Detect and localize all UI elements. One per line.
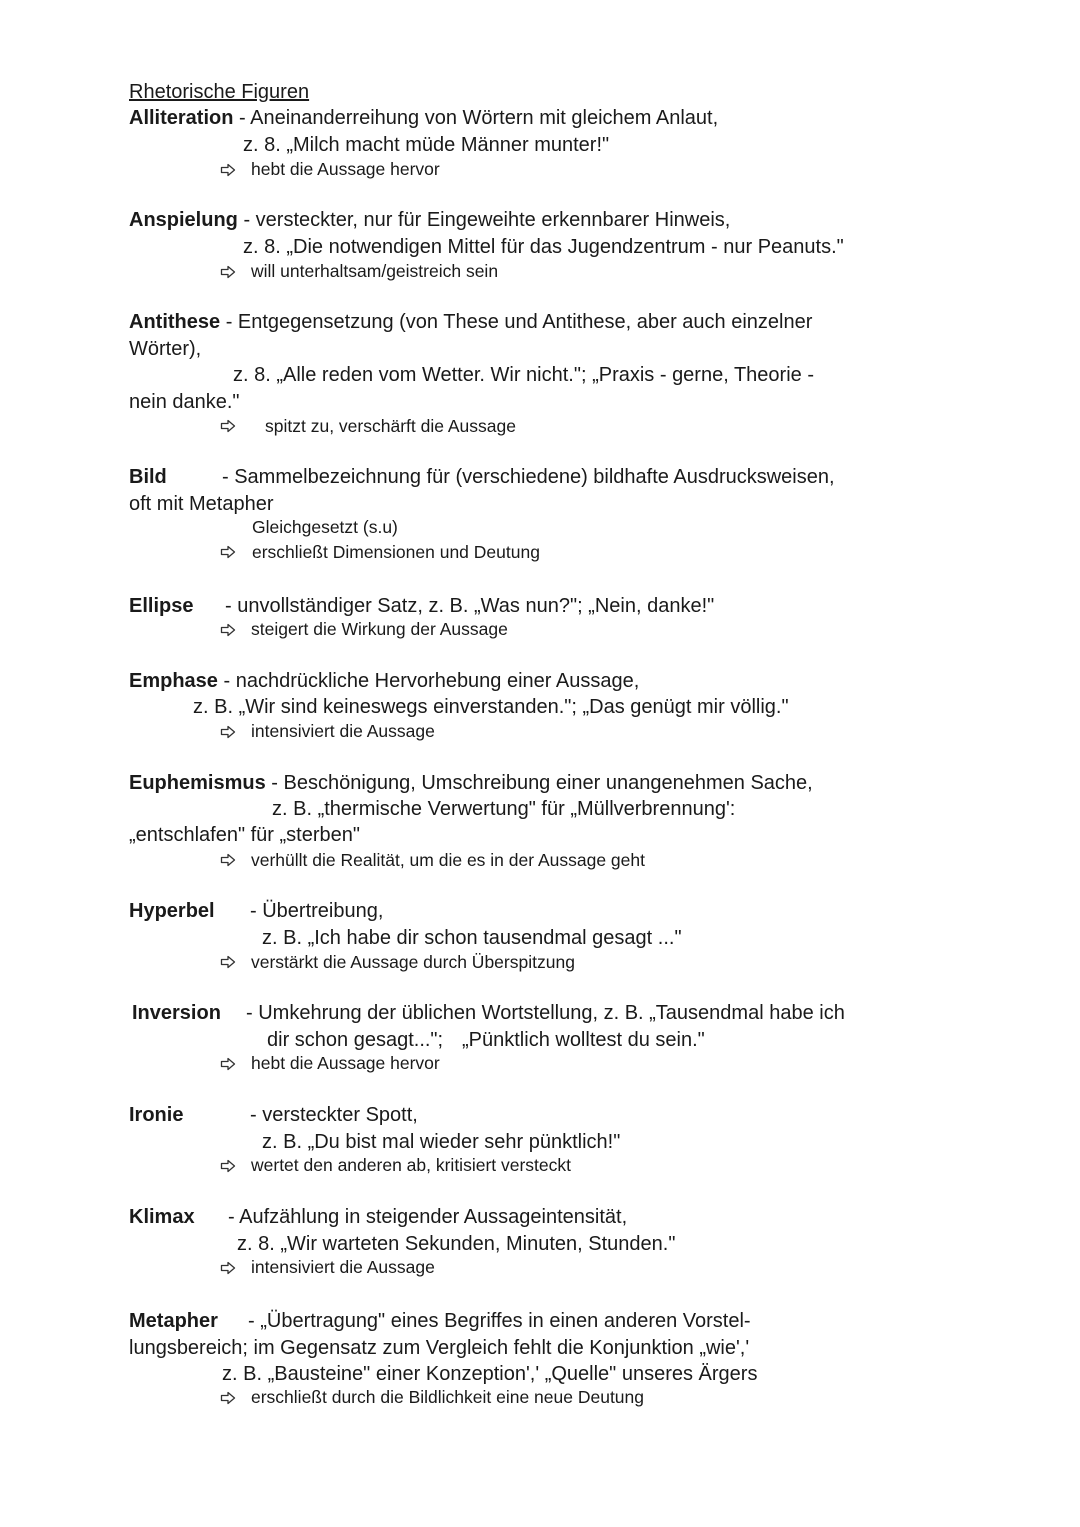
example: z. B. „Bausteine" einer Konzeption',' „Quelle" unseres Ärgers	[222, 1363, 758, 1385]
definition: - Übertreibung,	[250, 900, 384, 922]
example: z. 8. „Milch macht müde Männer munter!"	[243, 134, 610, 156]
arrow-right-outline-icon	[220, 163, 236, 177]
arrow-right-outline-icon	[220, 1159, 236, 1173]
definition-continued: oft mit Metapher	[129, 493, 274, 515]
arrow-right-outline-icon	[220, 265, 236, 279]
term: Emphase	[129, 670, 218, 692]
definition: - Umkehrung der üblichen Wortstellung, z. B. „Tausendmal habe ich	[246, 1002, 845, 1024]
term: Metapher	[129, 1310, 218, 1332]
entry-alliteration	[129, 108, 718, 128]
example: z. B. „thermische Verwertung" für „Müllverbrennung':	[272, 798, 736, 820]
page-title: Rhetorische Figuren	[129, 81, 310, 103]
definition: - versteckter Spott,	[250, 1104, 418, 1126]
arrow-right-outline-icon	[220, 1391, 236, 1405]
entry-emphase	[129, 671, 639, 691]
example: dir schon gesagt...";	[267, 1029, 444, 1051]
entry-antithese	[129, 312, 812, 332]
effect: erschließt Dimensionen und Deutung	[252, 542, 540, 562]
arrow-right-outline-icon	[220, 623, 236, 637]
effect: verstärkt die Aussage durch Überspitzung	[251, 952, 575, 972]
example-continued: nein danke."	[129, 391, 240, 413]
effect: intensiviert die Aussage	[251, 721, 435, 741]
term: Alliteration	[129, 107, 234, 129]
definition: - unvollständiger Satz, z. B. „Was nun?"; „Nein, danke!"	[225, 595, 715, 617]
effect: will unterhaltsam/geistreich sein	[251, 261, 499, 281]
definition: - nachdrückliche Hervorhebung einer Aussage,	[223, 670, 640, 692]
example: z. B. „Du bist mal wieder sehr pünktlich!"	[262, 1131, 621, 1153]
note: Gleichgesetzt (s.u)	[252, 517, 398, 537]
effect: intensiviert die Aussage	[251, 1257, 435, 1277]
definition: - Entgegensetzung (von These und Antithese, aber auch einzelner	[225, 311, 813, 333]
effect: hebt die Aussage hervor	[251, 159, 440, 179]
definition: - versteckter, nur für Eingeweihte erkennbarer Hinweis,	[243, 209, 731, 231]
definition: - „Übertragung" eines Begriffes in einen anderen Vorstel-	[248, 1310, 751, 1332]
entry-anspielung	[129, 210, 730, 230]
term: Bild	[129, 466, 167, 488]
arrow-right-outline-icon	[220, 545, 236, 559]
effect: spitzt zu, verschärft die Aussage	[265, 416, 516, 436]
arrow-right-outline-icon	[220, 1261, 236, 1275]
example: z. 8. „Die notwendigen Mittel für das Jugendzentrum - nur Peanuts."	[243, 236, 844, 258]
definition: - Aneinanderreihung von Wörtern mit gleichem Anlaut,	[239, 107, 719, 129]
effect: steigert die Wirkung der Aussage	[251, 619, 508, 639]
effect: hebt die Aussage hervor	[251, 1053, 440, 1073]
term: Antithese	[129, 311, 221, 333]
term: Hyperbel	[129, 900, 215, 922]
term: Ironie	[129, 1104, 184, 1126]
example: z. B. „Wir sind keineswegs einverstanden."; „Das genügt mir völlig."	[193, 696, 789, 718]
definition: - Aufzählung in steigender Aussageintensität,	[228, 1206, 628, 1228]
term: Ellipse	[129, 595, 194, 617]
arrow-right-outline-icon	[220, 1057, 236, 1071]
definition-continued: Wörter),	[129, 338, 202, 360]
term: Inversion	[132, 1002, 221, 1024]
effect: wertet den anderen ab, kritisiert versteckt	[251, 1155, 572, 1175]
definition-continued: lungsbereich; im Gegensatz zum Vergleich fehlt die Konjunktion „wie','	[129, 1337, 750, 1359]
effect: verhüllt die Realität, um die es in der Aussage geht	[251, 850, 645, 870]
entry-euphemismus	[129, 773, 813, 793]
arrow-right-outline-icon	[220, 853, 236, 867]
example-continued: „entschlafen" für „sterben"	[129, 824, 360, 846]
example: z. 8. „Wir warteten Sekunden, Minuten, Stunden."	[237, 1233, 676, 1255]
arrow-right-outline-icon	[220, 419, 236, 433]
example: z. 8. „Alle reden vom Wetter. Wir nicht."; „Praxis - gerne, Theorie -	[233, 364, 814, 386]
term: Euphemismus	[129, 772, 266, 794]
arrow-right-outline-icon	[220, 955, 236, 969]
term: Klimax	[129, 1206, 195, 1228]
example-second: „Pünktlich wolltest du sein."	[462, 1029, 705, 1051]
definition: - Beschönigung, Umschreibung einer unangenehmen Sache,	[271, 772, 813, 794]
definition: - Sammelbezeichnung für (verschiedene) bildhafte Ausdrucksweisen,	[222, 466, 835, 488]
effect: erschließt durch die Bildlichkeit eine neue Deutung	[251, 1387, 645, 1407]
example: z. B. „Ich habe dir schon tausendmal gesagt ..."	[262, 927, 682, 949]
arrow-right-outline-icon	[220, 725, 236, 739]
term: Anspielung	[129, 209, 238, 231]
